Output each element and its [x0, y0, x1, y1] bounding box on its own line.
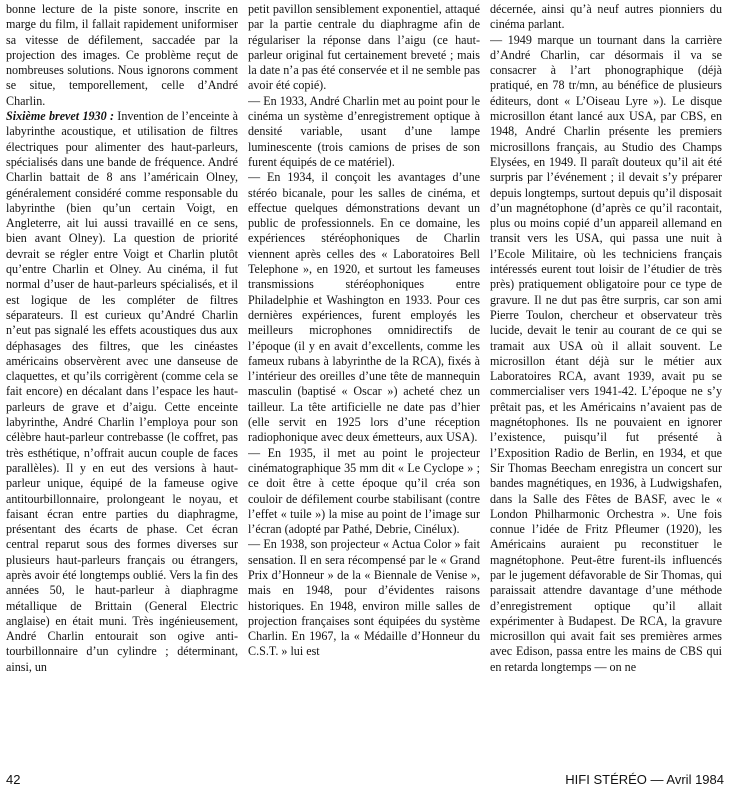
- article-body: [6, 2, 722, 768]
- paragraph: [6, 2, 238, 109]
- paragraph: [490, 33, 722, 675]
- paragraph: [248, 94, 480, 170]
- page-footer: [0, 772, 730, 792]
- column-3: [490, 2, 722, 768]
- column-1: [6, 2, 238, 768]
- page-number: 42: [6, 772, 21, 787]
- paragraph: [490, 2, 722, 33]
- paragraph-text: bonne lecture de la piste sonore, inscrite en marge du film, il fallait rapidement uniformiser sa vitesse de défilement, saccadée par la projection des images. Ce problème reçut de nombreuses solutions. Nous ignorons comment se situe, temporellement, celle d’André Charlin.: [6, 2, 238, 108]
- paragraph-text: — En 1935, il met au point le projecteur cinématographique 35 mm dit « Le Cyclope » ; ce doit être à cette époque qu’il créa son couloir de défilement courbe stabilisant (contre l’effet « tuile ») la mise au point de l’image sur l’écran (adopté par Pathé, Debrie, Cinélux).: [248, 445, 480, 537]
- paragraph-text: petit pavillon sensiblement exponentiel, attaqué par la partie centrale du diaphragme afin de régulariser la réponse dans l’aigu (ce haut-parleur original fut certainement breveté ; mais la date n’a pas été conservée et il ne semble pas avoir été copié).: [248, 2, 480, 93]
- paragraph: [248, 170, 480, 445]
- paragraph: [248, 2, 480, 94]
- paragraph-text: — En 1933, André Charlin met au point pour le cinéma un système d’enregistrement optique à densité variable, usant d’une lampe luminescente (trois camions de prises de son furent équipés de ce matériel).: [248, 93, 480, 169]
- paragraph-text: décernée, ainsi qu’à neuf autres pionniers du cinéma parlant.: [490, 2, 722, 32]
- paragraph-text: Invention de l’enceinte à labyrinthe acoustique, et utilisation de filtres électriques pour alimenter des haut-parleurs, spécialisés dans une bande de fréquence. André Charlin battait de 8 ans l’américain Olney, généralement considéré comme responsable du labyrinthe (bien qu’un certain Voigt, en Angleterre, ait lui aussi travaillé en ce sens, bien avant Olney). La question de priorité devrait se régler entre Voigt et Charlin plutôt qu’entre Charlin et Olney. Au cinéma, il fut normal d’user de haut-parleurs spécialisés, et il est logique de les compléter de filtres séparateurs. Il est curieux qu’André Charlin n’eut pas signalé les effets acoustiques dus aux déphasages des filtres, que les cinéastes américains observèrent avec une danseuse de claquettes, et qu’ils corrigèrent (comme cela se fait encore) en décalant dans l’espace les haut-parleurs de grave et d’aigu. Cette enceinte labyrinthe, André Charlin l’employa pour son célèbre haut-parleur contrebasse (le coffret, pas très esthétique, n’offrait aucun couple de faces parallèles). Il y en eut des versions à haut-parleur unique, équipé de la fameuse ogive antitourbillonnaire, prolongeant le noyau, et faisant écran entre parties du diaphragme, présentant des écarts de phase. Cet écran central reparut sous des formes diverses sur plusieurs haut-parleurs français ou étrangers, après avoir été longtemps oublié. Vers la fin des années 50, le haut-parleur à diaphragme métallique de Brittain (General Electric anglaise) en était muni. Très ingénieusement, André Charlin entourait son ogive anti-tourbillonnaire d’un cylindre ; déterminant, ainsi, un: [6, 109, 238, 674]
- paragraph: [6, 109, 238, 675]
- magazine-issue: HIFI STÉRÉO — Avril 1984: [565, 772, 724, 787]
- paragraph-text: — En 1934, il conçoit les avantages d’une stéréo bicanale, pour les salles de cinéma, et effectue quelques démonstrations devant un public de professionnels. En ce domaine, les expériences stéréophoniques de Charlin viennent après celles des « Laboratoires Bell Telephone », en 1920, et surtout les fameuses transmissions stéréophoniques entre Philadelphie et Washington en 1933. Pour ces dernières expériences, furent employés les meilleurs microphones omnidirectifs de l’époque (il y en avait d’excellents, comme les fameux rubans à labyrinthe de la RCA), fixés à l’intérieur des oreilles d’une tête de mannequin masculin (baptisé « Oscar ») acheté chez un tailleur. La tête artificielle ne date pas d’hier (elle servit en 1925 lors d’une réception radiophonique avec deux émetteurs, aux USA).: [248, 170, 480, 445]
- column-2: [248, 2, 480, 768]
- paragraph: [248, 537, 480, 659]
- paragraph-text: — 1949 marque un tournant dans la carrière d’André Charlin, car désormais il va se consacrer à l’art phonographique (déjà pratiqué, en 78 tr/mn, au bénéfice de plusieurs éditeurs, dont « L’Oiseau Lyre »). Le disque microsillon étant lancé aux USA, par CBS, en 1948, André Charlin présente les premiers microsillons français, au Studio des Champs Elysées, en 1949. Il paraît douteux qu’il ait été surpris par l’événement ; il devait s’y préparer depuis longtemps, surtout depuis qu’il disposait d’un magnétophone (d’après ce qu’il racontait, plus ou moins copié d’un appareil allemand en transit vers les USA, qui passa une nuit à l’Ecole Militaire, où les techniciens français intéressés eurent tout loisir de l’étudier de très près) pratiquement obligatoire pour ce type de gravure. Il ne dut pas être surpris, car son ami Pierre Toulon, chercheur et observateur très lucide, devait le tenir au courant de ce qui se tramait aux USA où il allait souvent. Le microsillon étant déjà sur le métier aux Laboratoires RCA, avant 1939, avait pu se commercialiser vers 1941-42. L’époque ne s’y prêtait pas, et les Américains n’avaient pas de magnétophones. Ils ne pouvaient en ignorer l’existence, puisqu’il fut présenté à l’Exposition Radio de Berlin, en 1934, et que Sir Thomas Beecham enregistra un concert sur bandes magnétiques, en 1936, à Ludwigshafen, dans la Salle des Fêtes de BASF, avec le « London Philharmonic Orchestra ». Une fois connue l’idée de Fritz Pfleumer (1920), les Américains auraient pu reconstituer le magnétophone. Peut-être furent-ils influencés par le jugement défavorable de Sir Thomas, qui paraissait attendre davantage d’une méthode d’enregistrement optique qu’il allait expérimenter à Budapest. De RCA, la gravure microsillon qui avait fait ses premières armes avec Edison, passa entre les mains de CBS qui en retarda longtemps — on ne: [490, 32, 722, 674]
- paragraph: [248, 446, 480, 538]
- paragraph-text: — En 1938, son projecteur « Actua Color » fait sensation. Il en sera récompensé par le « Grand Prix d’Honneur » de la « Biennale de Venise », mais en 1948, pour d’évidentes raisons historiques. En 1948, environ mille salles de projection françaises sont équipées du système Charlin. En 1967, la « Médaille d’Honneur du C.S.T. » lui est: [248, 537, 480, 659]
- section-lead: Sixième brevet 1930 :: [6, 109, 114, 124]
